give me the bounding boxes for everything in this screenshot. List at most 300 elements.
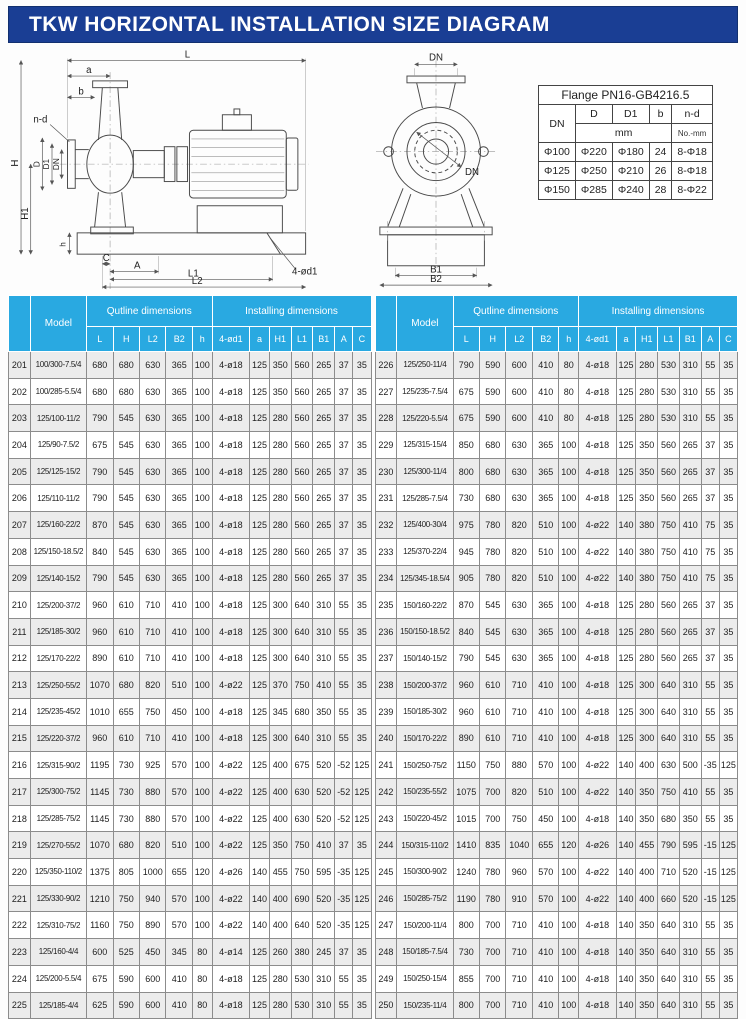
dimension-cell: 610 xyxy=(113,645,139,672)
dimension-cell: 945 xyxy=(453,538,479,565)
dimension-cell: 750 xyxy=(658,779,680,806)
dimension-cell: 545 xyxy=(113,512,139,539)
model-name-cell: 125/235-7.5/4 xyxy=(397,378,453,405)
dimension-cell: 125 xyxy=(250,939,270,966)
dimension-cell: 140 xyxy=(616,939,636,966)
dimension-cell: 870 xyxy=(87,512,113,539)
spec-row xyxy=(9,618,372,645)
dimension-cell: 820 xyxy=(139,832,165,859)
dimension-cell: 940 xyxy=(139,885,165,912)
model-name-cell: 125/250-11/4 xyxy=(397,352,453,379)
dimension-cell: 4-ø22 xyxy=(579,779,617,806)
spec-row xyxy=(375,859,738,886)
dimension-cell: 750 xyxy=(658,512,680,539)
dimension-cell: 710 xyxy=(506,672,532,699)
dimension-cell: 140 xyxy=(616,885,636,912)
dimension-cell: 100 xyxy=(192,698,212,725)
model-number-cell: 250 xyxy=(375,992,397,1019)
spec-row xyxy=(9,432,372,459)
dimension-cell: 380 xyxy=(636,538,658,565)
dimension-cell: 4-ø18 xyxy=(212,432,250,459)
model-number-cell: 204 xyxy=(9,432,31,459)
dimension-cell: 35 xyxy=(353,485,371,512)
dimension-cell: 450 xyxy=(532,805,558,832)
dimension-cell: 710 xyxy=(506,939,532,966)
dim-label-DN-inner: DN xyxy=(465,166,480,178)
dimension-cell: 960 xyxy=(87,592,113,619)
dimension-cell: 4-ø14 xyxy=(212,939,250,966)
col-header-B1: B1 xyxy=(679,327,701,352)
flange-unit-mm: mm xyxy=(575,124,672,143)
model-name-cell: 125/285-7.5/4 xyxy=(397,485,453,512)
dimension-cell: 140 xyxy=(616,805,636,832)
spec-row xyxy=(375,832,738,859)
dimension-cell: 710 xyxy=(506,698,532,725)
dimension-cell: 4-ø18 xyxy=(212,485,250,512)
dimension-cell: 850 xyxy=(453,432,479,459)
side-view-dimensions xyxy=(10,50,317,288)
dimension-cell: 125 xyxy=(616,458,636,485)
dimension-cell: 1375 xyxy=(87,859,113,886)
dimension-cell: -52 xyxy=(335,805,353,832)
dimension-cell: -52 xyxy=(335,779,353,806)
dimension-cell: 410 xyxy=(532,352,558,379)
dimension-cell: 640 xyxy=(658,939,680,966)
model-number-cell: 245 xyxy=(375,859,397,886)
dimension-cell: 35 xyxy=(719,592,737,619)
spec-row xyxy=(375,512,738,539)
dimension-cell: 100 xyxy=(192,458,212,485)
model-number-cell: 218 xyxy=(9,805,31,832)
dimension-cell: 1070 xyxy=(87,672,113,699)
dimension-cell: 560 xyxy=(291,485,313,512)
dimension-cell: 4-ø18 xyxy=(212,645,250,672)
dimension-cell: 625 xyxy=(87,992,113,1019)
flange-row xyxy=(539,162,713,181)
dimension-cell: 655 xyxy=(113,698,139,725)
dim-label-D1: D1 xyxy=(42,158,52,170)
model-number-cell: 214 xyxy=(9,698,31,725)
dimension-cell: 125 xyxy=(250,432,270,459)
dimension-cell: 560 xyxy=(658,618,680,645)
dimension-cell: 365 xyxy=(532,458,558,485)
page-title: TKW HORIZONTAL INSTALLATION SIZE DIAGRAM xyxy=(29,12,550,36)
dimension-cell: 410 xyxy=(166,992,192,1019)
model-name-cell: 125/185-30/2 xyxy=(30,618,86,645)
dimension-cell: 265 xyxy=(313,432,335,459)
dimension-cell: 960 xyxy=(453,698,479,725)
dimension-cell: 100 xyxy=(192,912,212,939)
flange-col-d1: D1 xyxy=(612,105,649,124)
dimension-cell: 100 xyxy=(559,645,579,672)
dimension-cell: 4-ø22 xyxy=(212,779,250,806)
col-header-A: A xyxy=(335,327,353,352)
dimension-cell: 35 xyxy=(353,512,371,539)
dimension-cell: 790 xyxy=(658,832,680,859)
model-name-cell: 125/315-90/2 xyxy=(30,752,86,779)
dimension-cell: 655 xyxy=(532,832,558,859)
dimension-cell: 35 xyxy=(353,698,371,725)
model-number-cell: 216 xyxy=(9,752,31,779)
dimension-cell: 37 xyxy=(701,645,719,672)
dimension-cell: 1145 xyxy=(87,779,113,806)
dimension-cell: 280 xyxy=(636,352,658,379)
model-number-cell: 244 xyxy=(375,832,397,859)
col-header-B1: B1 xyxy=(313,327,335,352)
spec-row xyxy=(375,378,738,405)
spec-row xyxy=(9,779,372,806)
dimension-cell: 4-ø18 xyxy=(579,912,617,939)
dimension-cell: 37 xyxy=(701,592,719,619)
col-header-H1: H1 xyxy=(636,327,658,352)
dimension-cell: 640 xyxy=(658,992,680,1019)
dimension-cell: 560 xyxy=(291,565,313,592)
dimension-cell: 125 xyxy=(250,752,270,779)
dimension-cell: 35 xyxy=(719,538,737,565)
dimension-cell: 125 xyxy=(250,832,270,859)
dimension-cell: 35 xyxy=(719,458,737,485)
model-number-cell: 234 xyxy=(375,565,397,592)
dimension-cell: 37 xyxy=(335,405,353,432)
dimension-cell: 400 xyxy=(636,885,658,912)
dimension-cell: 4-ø22 xyxy=(212,832,250,859)
model-number-cell: 239 xyxy=(375,698,397,725)
dimension-cell: 37 xyxy=(335,538,353,565)
dimension-cell: 350 xyxy=(636,939,658,966)
dimension-cell: 4-ø18 xyxy=(212,965,250,992)
model-number-cell: 205 xyxy=(9,458,31,485)
dimension-cell: 4-ø18 xyxy=(212,565,250,592)
model-name-cell: 150/200-37/2 xyxy=(397,672,453,699)
model-name-cell: 125/160-4/4 xyxy=(30,939,86,966)
dimension-cell: 365 xyxy=(532,618,558,645)
dimension-cell: 410 xyxy=(166,645,192,672)
dimension-cell: 750 xyxy=(658,538,680,565)
dimension-cell: 265 xyxy=(313,405,335,432)
dimension-cell: 410 xyxy=(313,832,335,859)
dimension-cell: 410 xyxy=(166,618,192,645)
dimension-cell: 640 xyxy=(291,618,313,645)
model-name-cell: 125/370-22/4 xyxy=(397,538,453,565)
dimension-cell: 1075 xyxy=(453,779,479,806)
dimension-cell: 545 xyxy=(113,565,139,592)
flange-cell: 24 xyxy=(649,143,672,162)
dimension-cell: 700 xyxy=(480,965,506,992)
dimension-cell: 55 xyxy=(701,672,719,699)
dimension-cell: 265 xyxy=(679,485,701,512)
dimension-cell: 730 xyxy=(113,752,139,779)
dimension-cell: 680 xyxy=(113,352,139,379)
dimension-cell: 75 xyxy=(701,512,719,539)
dimension-cell: 640 xyxy=(291,912,313,939)
model-name-cell: 125/220-37/2 xyxy=(30,725,86,752)
dimension-cell: 280 xyxy=(269,538,291,565)
dimension-cell: 4-ø18 xyxy=(579,672,617,699)
dimension-cell: 4-ø22 xyxy=(579,512,617,539)
dimension-cell: 365 xyxy=(532,485,558,512)
spec-row xyxy=(9,698,372,725)
flange-table-container xyxy=(538,85,713,200)
dimension-cell: 700 xyxy=(480,939,506,966)
spec-row xyxy=(375,805,738,832)
dimension-cell: 680 xyxy=(291,698,313,725)
dimension-cell: 1000 xyxy=(139,859,165,886)
col-header-a: a xyxy=(616,327,636,352)
dimension-cell: 630 xyxy=(139,405,165,432)
dimension-cell: 80 xyxy=(192,992,212,1019)
spec-row xyxy=(375,458,738,485)
spec-row xyxy=(9,912,372,939)
model-name-cell: 125/300-75/2 xyxy=(30,779,86,806)
dimension-cell: 780 xyxy=(480,885,506,912)
dimension-cell: 730 xyxy=(113,805,139,832)
dimension-cell: 570 xyxy=(166,805,192,832)
dimension-cell: 545 xyxy=(113,432,139,459)
dimension-cell: 595 xyxy=(313,859,335,886)
dimension-cell: 310 xyxy=(679,672,701,699)
dimension-cell: 100 xyxy=(559,992,579,1019)
dimension-cell: 100 xyxy=(192,725,212,752)
dimension-cell: 310 xyxy=(679,698,701,725)
dimension-cell: 265 xyxy=(679,432,701,459)
dimension-cell: 455 xyxy=(636,832,658,859)
flange-cell: 8-Φ22 xyxy=(672,181,712,200)
dimension-cell: 55 xyxy=(701,405,719,432)
dimension-cell: 4-ø18 xyxy=(579,725,617,752)
model-number-cell: 221 xyxy=(9,885,31,912)
flange-cell: Φ125 xyxy=(539,162,576,181)
dimension-cell: 410 xyxy=(532,698,558,725)
dimension-cell: 570 xyxy=(166,779,192,806)
dimension-cell: 410 xyxy=(532,965,558,992)
dimension-cell: 300 xyxy=(636,672,658,699)
dimension-cell: 310 xyxy=(679,352,701,379)
model-number-cell: 227 xyxy=(375,378,397,405)
dimension-cell: 640 xyxy=(658,698,680,725)
dimension-cell: 450 xyxy=(139,939,165,966)
col-header-H: H xyxy=(480,327,506,352)
dimension-cell: 350 xyxy=(313,698,335,725)
dimension-cell: 700 xyxy=(480,992,506,1019)
dimension-cell: 35 xyxy=(353,672,371,699)
dimension-cell: 640 xyxy=(658,725,680,752)
dimension-cell: 750 xyxy=(291,832,313,859)
dimension-cell: 125 xyxy=(616,485,636,512)
dimension-cell: 410 xyxy=(313,672,335,699)
spec-table-right xyxy=(375,295,739,1019)
dimension-cell: 140 xyxy=(616,992,636,1019)
dimension-cell: 4-ø22 xyxy=(579,538,617,565)
dimension-cell: 35 xyxy=(353,725,371,752)
dimension-cell: 365 xyxy=(166,512,192,539)
dimension-cell: 265 xyxy=(313,485,335,512)
dimension-cell: 4-ø18 xyxy=(579,405,617,432)
col-header-blank xyxy=(375,296,397,352)
dimension-cell: 1210 xyxy=(87,885,113,912)
dimension-cell: 560 xyxy=(658,485,680,512)
spec-row xyxy=(375,725,738,752)
dimension-cell: 280 xyxy=(269,992,291,1019)
dimension-cell: 710 xyxy=(506,992,532,1019)
dimension-cell: 35 xyxy=(353,352,371,379)
dimension-cell: 1145 xyxy=(87,805,113,832)
dimension-cell: 125 xyxy=(353,805,371,832)
dimension-cell: 310 xyxy=(313,725,335,752)
dimension-cell: 120 xyxy=(559,832,579,859)
dimension-cell: 80 xyxy=(192,939,212,966)
dimension-cell: 590 xyxy=(480,405,506,432)
dimension-cell: 530 xyxy=(291,965,313,992)
model-name-cell: 125/400-30/4 xyxy=(397,512,453,539)
spec-row xyxy=(375,538,738,565)
dimension-cell: 4-ø22 xyxy=(579,885,617,912)
dimension-cell: 710 xyxy=(139,592,165,619)
dimension-cell: 520 xyxy=(313,912,335,939)
dimension-cell: 55 xyxy=(335,992,353,1019)
dimension-cell: 35 xyxy=(719,485,737,512)
dimension-cell: 680 xyxy=(658,805,680,832)
dimension-cell: 55 xyxy=(701,992,719,1019)
dimension-cell: 265 xyxy=(313,352,335,379)
dimension-cell: 365 xyxy=(166,565,192,592)
dim-label-4d1: 4-ød1 xyxy=(292,266,318,278)
dimension-cell: 35 xyxy=(719,405,737,432)
model-name-cell: 125/90-7.5/2 xyxy=(30,432,86,459)
dimension-cell: 125 xyxy=(250,352,270,379)
dimension-cell: 125 xyxy=(250,458,270,485)
dimension-cell: 37 xyxy=(335,832,353,859)
flange-col-b: b xyxy=(649,105,672,124)
dimension-cell: 55 xyxy=(701,779,719,806)
dimension-cell: 140 xyxy=(616,912,636,939)
dimension-cell: 400 xyxy=(269,805,291,832)
spec-row xyxy=(375,405,738,432)
dimension-cell: 630 xyxy=(506,618,532,645)
dim-label-L2: L2 xyxy=(191,276,203,288)
dimension-cell: 140 xyxy=(250,885,270,912)
dimension-cell: 4-ø22 xyxy=(579,752,617,779)
dimension-cell: 100 xyxy=(559,538,579,565)
dimension-cell: 4-ø18 xyxy=(579,378,617,405)
dimension-cell: 680 xyxy=(87,378,113,405)
dimension-cell: 4-ø22 xyxy=(579,859,617,886)
dimension-cell: 35 xyxy=(719,912,737,939)
dimension-cell: 280 xyxy=(269,458,291,485)
dimension-cell: 925 xyxy=(139,752,165,779)
dimension-cell: 125 xyxy=(616,618,636,645)
dimension-cell: 750 xyxy=(291,859,313,886)
dimension-cell: 750 xyxy=(291,672,313,699)
model-name-cell: 125/160-22/2 xyxy=(30,512,86,539)
model-name-cell: 125/300-11/4 xyxy=(397,458,453,485)
model-number-cell: 215 xyxy=(9,725,31,752)
model-number-cell: 243 xyxy=(375,805,397,832)
dimension-cell: 4-ø22 xyxy=(212,752,250,779)
dimension-cell: 4-ø18 xyxy=(579,645,617,672)
model-number-cell: 248 xyxy=(375,939,397,966)
dimension-cell: 100 xyxy=(192,432,212,459)
col-header-a: a xyxy=(250,327,270,352)
model-name-cell: 150/285-75/2 xyxy=(397,885,453,912)
dimension-cell: 265 xyxy=(313,458,335,485)
dimension-cell: 100 xyxy=(559,432,579,459)
flange-cell: Φ240 xyxy=(612,181,649,200)
dimension-cell: 100 xyxy=(559,725,579,752)
dimension-cell: 780 xyxy=(480,565,506,592)
dimension-cell: 410 xyxy=(532,405,558,432)
dimension-cell: 4-ø18 xyxy=(212,352,250,379)
dimension-cell: 4-ø18 xyxy=(579,939,617,966)
dim-label-C: C xyxy=(102,252,110,264)
model-name-cell: 125/170-22/2 xyxy=(30,645,86,672)
dimension-cell: 1195 xyxy=(87,752,113,779)
dimension-cell: 125 xyxy=(250,672,270,699)
dimension-cell: 530 xyxy=(291,992,313,1019)
dimension-cell: 630 xyxy=(139,378,165,405)
col-header-H1: H1 xyxy=(269,327,291,352)
dimension-cell: 125 xyxy=(250,538,270,565)
dimension-cell: 890 xyxy=(87,645,113,672)
dimension-cell: 55 xyxy=(701,965,719,992)
model-name-cell: 150/160-22/2 xyxy=(397,592,453,619)
model-number-cell: 212 xyxy=(9,645,31,672)
dimension-cell: 675 xyxy=(87,432,113,459)
dimension-cell: 855 xyxy=(453,965,479,992)
model-name-cell: 125/200-37/2 xyxy=(30,592,86,619)
dimension-cell: 100 xyxy=(192,485,212,512)
dimension-cell: 960 xyxy=(453,672,479,699)
dimension-cell: 140 xyxy=(616,779,636,806)
dimension-cell: 450 xyxy=(166,698,192,725)
dimension-cell: 125 xyxy=(719,859,737,886)
dimension-cell: 37 xyxy=(701,458,719,485)
dimension-cell: -15 xyxy=(701,885,719,912)
dimension-cell: 125 xyxy=(353,752,371,779)
dimension-cell: 35 xyxy=(719,378,737,405)
dimension-cell: 35 xyxy=(353,458,371,485)
pump-motor-outline xyxy=(67,81,305,254)
dimension-cell: 300 xyxy=(269,592,291,619)
model-number-cell: 242 xyxy=(375,779,397,806)
dimension-cell: 530 xyxy=(658,378,680,405)
model-number-cell: 209 xyxy=(9,565,31,592)
spec-row xyxy=(9,965,372,992)
dimension-cell: 35 xyxy=(353,992,371,1019)
dim-label-A: A xyxy=(133,260,141,272)
dim-label-L1: L1 xyxy=(187,268,199,280)
dimension-cell: 675 xyxy=(291,752,313,779)
dimension-cell: 400 xyxy=(269,779,291,806)
dimension-cell: 4-ø18 xyxy=(579,485,617,512)
dimension-cell: 265 xyxy=(313,512,335,539)
model-name-cell: 150/140-15/2 xyxy=(397,645,453,672)
dimension-cell: 55 xyxy=(335,725,353,752)
dimension-cell: 690 xyxy=(291,885,313,912)
dimension-cell: 365 xyxy=(166,378,192,405)
flange-cell: 8-Φ18 xyxy=(672,162,712,181)
col-header-B2: B2 xyxy=(166,327,192,352)
dimension-cell: 4-ø22 xyxy=(579,565,617,592)
dimension-cell: 840 xyxy=(453,618,479,645)
flange-cell: 28 xyxy=(649,181,672,200)
dimension-cell: 365 xyxy=(166,538,192,565)
dimension-cell: 700 xyxy=(480,912,506,939)
model-name-cell: 125/220-5.5/4 xyxy=(397,405,453,432)
dimension-cell: 80 xyxy=(559,405,579,432)
dim-label-DN-top: DN xyxy=(429,52,443,64)
dimension-cell: 545 xyxy=(113,485,139,512)
dimension-cell: 675 xyxy=(87,965,113,992)
